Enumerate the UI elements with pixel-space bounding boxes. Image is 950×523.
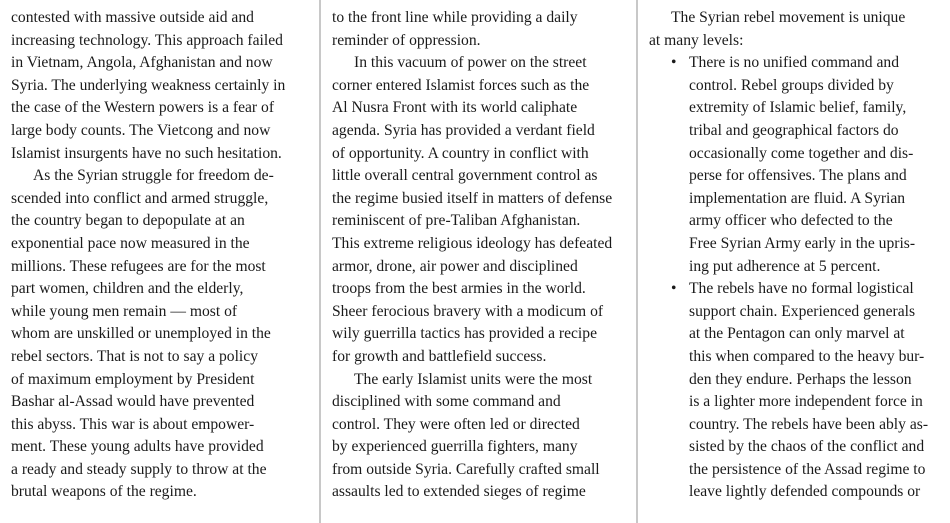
text-line: reminiscent of pre-Taliban Afghanistan. [332,212,581,230]
text-line: leave lightly defended compounds or [689,483,921,501]
text-line: The Syrian rebel movement is unique [671,9,906,26]
text-line: this when compared to the heavy bur- [689,347,925,365]
text-line: wily guerrilla tactics has provided a recipe [332,325,597,343]
text-line: of opportunity. A country in conflict with [332,144,589,162]
list-item [649,52,941,278]
text-line: assaults led to extended sieges of regime [332,483,586,501]
text-line: occasionally come together and dis- [689,144,914,162]
text-line: part women, children and the elderly, [11,280,244,298]
text-line: scended into conflict and armed struggle, [11,189,269,207]
text-line: agenda. Syria has provided a verdant field [332,121,595,139]
text-line: in Vietnam, Angola, Afghanistan and now [11,54,273,72]
bullet-icon: • [671,280,677,298]
text-line: little overall central government control as [332,167,598,185]
text-line: sisted by the chaos of the conflict and [689,438,925,456]
text-line: In this vacuum of power on the street [354,54,587,72]
column-divider [636,0,638,523]
text-line: the case of the Western powers is a fear of [11,99,275,117]
text-line: millions. These refugees are for the most [11,257,266,275]
text-line: rebel sectors. That is not to say a policy [11,347,258,365]
text-line: for growth and battlefield success. [332,347,547,365]
text-line: is a lighter more independent force in [689,393,923,411]
text-line: implementation are fluid. A Syrian [689,189,906,207]
text-column-3 [649,7,941,504]
text-line: of maximum employment by President [11,370,255,388]
text-line: by experienced guerrilla fighters, many [332,438,578,456]
text-line: Syria. The underlying weakness certainly in [11,76,286,94]
text-line: This extreme religious ideology has defeated [332,234,613,252]
text-line: at many levels: [649,31,744,49]
text-line: The rebels have no formal logistical [689,280,914,298]
text-line: tribal and geographical factors do [689,121,899,139]
text-line: Free Syrian Army early in the upris- [689,234,916,252]
text-line: Al Nusra Front with its world caliphate [332,99,578,117]
text-line: the persistence of the Assad regime to [689,460,926,478]
text-line: reminder of oppression. [332,31,481,49]
text-line: control. They were often led or directed [332,415,580,433]
column-divider [319,0,321,523]
text-line: support chain. Experienced generals [689,302,916,320]
text-line: Sheer ferocious bravery with a modicum of [332,302,604,320]
text-line: There is no unified command and [689,54,900,72]
text-line: a ready and steady supply to throw at the [11,460,267,478]
text-line: increasing technology. This approach failed [11,31,283,49]
bullet-icon: • [671,54,677,72]
text-line: from outside Syria. Carefully crafted small [332,460,600,478]
text-line: troops from the best armies in the world. [332,280,586,298]
text-line: contested with massive outside aid and [11,9,254,26]
text-line: this abyss. This war is about empower- [11,415,255,433]
text-line: ment. These young adults have provided [11,438,264,456]
text-line: corner entered Islamist forces such as the [332,76,590,94]
text-line: the country began to depopulate at an [11,212,245,230]
text-line: ing put adherence at 5 percent. [689,257,881,275]
text-line: The early Islamist units were the most [354,370,593,388]
text-line: at the Pentagon can only marvel at [689,325,905,343]
text-line: country. The rebels have been ably as- [689,415,929,433]
text-line: while young men remain — most of [11,302,238,320]
text-line: large body counts. The Vietcong and now [11,121,271,139]
text-column-2 [332,7,627,504]
text-line: extremity of Islamic belief, family, [689,99,907,117]
text-line: to the front line while providing a daily [332,9,578,26]
text-line: disciplined with some command and [332,393,561,411]
text-line: the regime busied itself in matters of defense [332,189,613,207]
text-line: brutal weapons of the regime. [11,483,197,501]
text-line: control. Rebel groups divided by [689,76,894,94]
text-column-1 [11,7,309,504]
text-line: den they endure. Perhaps the lesson [689,370,912,388]
text-line: As the Syrian struggle for freedom de- [33,167,274,185]
text-line: Bashar al-Assad would have prevented [11,393,255,411]
text-line: Islamist insurgents have no such hesitation. [11,144,282,162]
text-line: perse for offensives. The plans and [689,167,907,185]
text-line: exponential pace now measured in the [11,234,250,252]
text-line: army officer who defected to the [689,212,893,230]
list-item [649,278,941,504]
bullet-list [649,52,941,504]
text-line: armor, drone, air power and disciplined [332,257,578,275]
text-line: whom are unskilled or unemployed in the [11,325,271,343]
